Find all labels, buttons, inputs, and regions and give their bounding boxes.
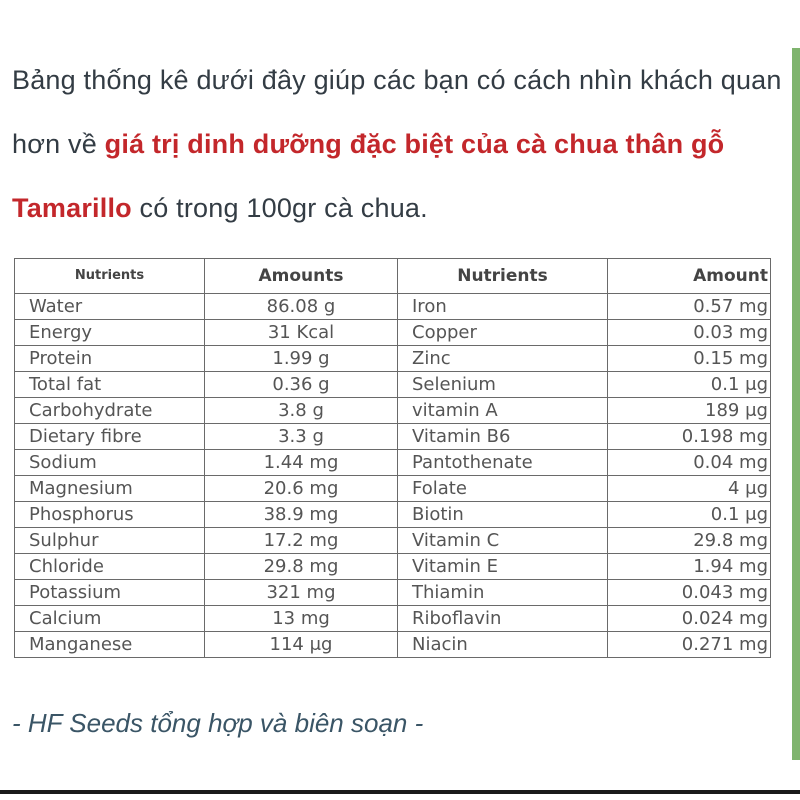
nutrient-name: Pantothenate [398, 450, 608, 476]
nutrient-amount: 321 mg [205, 580, 398, 606]
intro-text-end: có trong 100gr cà chua. [131, 193, 428, 223]
table-row [15, 424, 771, 450]
nutrient-name: Chloride [15, 554, 205, 580]
nutrient-name: Folate [398, 476, 608, 502]
table-row [15, 346, 771, 372]
nutrient-name: Copper [398, 320, 608, 346]
nutrient-amount: 31 Kcal [205, 320, 398, 346]
nutrient-name: Riboflavin [398, 606, 608, 632]
nutrient-amount: 114 μg [205, 632, 398, 658]
nutrient-name: Biotin [398, 502, 608, 528]
nutrient-name: Water [15, 294, 205, 320]
table-row [15, 450, 771, 476]
nutrient-name: Phosphorus [15, 502, 205, 528]
nutrient-amount: 0.198 mg [608, 424, 771, 450]
nutrient-name: Sulphur [15, 528, 205, 554]
nutrient-name: Vitamin E [398, 554, 608, 580]
nutrient-amount: 189 μg [608, 398, 771, 424]
nutrient-name: Carbohydrate [15, 398, 205, 424]
footer-credit: - HF Seeds tổng hợp và biên soạn - [12, 708, 424, 738]
table-row [15, 554, 771, 580]
nutrient-amount: 29.8 mg [205, 554, 398, 580]
nutrient-name: Protein [15, 346, 205, 372]
nutrient-amount: 1.99 g [205, 346, 398, 372]
nutrient-name: Magnesium [15, 476, 205, 502]
nutrient-name: Vitamin B6 [398, 424, 608, 450]
nutrient-name: Manganese [15, 632, 205, 658]
nutrient-name: Zinc [398, 346, 608, 372]
nutrient-name: Potassium [15, 580, 205, 606]
nutrient-amount: 0.15 mg [608, 346, 771, 372]
intro-paragraph [12, 48, 792, 240]
nutrient-amount: 1.44 mg [205, 450, 398, 476]
nutrient-amount: 4 μg [608, 476, 771, 502]
nutrient-amount: 0.1 μg [608, 502, 771, 528]
table-body [15, 294, 771, 658]
nutrient-amount: 0.043 mg [608, 580, 771, 606]
nutrient-amount: 17.2 mg [205, 528, 398, 554]
nutrient-amount: 0.271 mg [608, 632, 771, 658]
nutrient-name: Iron [398, 294, 608, 320]
nutrient-name: Sodium [15, 450, 205, 476]
nutrient-amount: 0.04 mg [608, 450, 771, 476]
table-row [15, 528, 771, 554]
nutrient-name: Vitamin C [398, 528, 608, 554]
nutrient-amount: 0.36 g [205, 372, 398, 398]
nutrient-amount: 0.57 mg [608, 294, 771, 320]
intro-text-start: Bảng thống kê dưới đây giúp các bạn có cách nhìn khách quan hơn về [12, 65, 782, 159]
accent-side-bar [792, 48, 800, 760]
table-row [15, 476, 771, 502]
nutrient-amount: 0.03 mg [608, 320, 771, 346]
header-nutrients-left: Nutrients [15, 259, 205, 294]
nutrition-table [14, 258, 771, 658]
nutrient-amount: 3.3 g [205, 424, 398, 450]
table-header-row [15, 259, 771, 294]
nutrient-name: vitamin A [398, 398, 608, 424]
intro-highlight: giá trị dinh dưỡng đặc biệt của cà chua thân gỗ Tamarillo [12, 129, 725, 223]
header-nutrients-right: Nutrients [398, 259, 608, 294]
header-amounts: Amounts [205, 259, 398, 294]
table-row [15, 502, 771, 528]
nutrient-amount: 13 mg [205, 606, 398, 632]
table-row [15, 320, 771, 346]
table-row [15, 398, 771, 424]
nutrient-amount: 38.9 mg [205, 502, 398, 528]
nutrient-amount: 0.024 mg [608, 606, 771, 632]
nutrient-name: Energy [15, 320, 205, 346]
nutrient-amount: 0.1 μg [608, 372, 771, 398]
nutrient-name: Dietary fibre [15, 424, 205, 450]
nutrient-amount: 1.94 mg [608, 554, 771, 580]
nutrient-name: Niacin [398, 632, 608, 658]
nutrient-name: Total fat [15, 372, 205, 398]
nutrient-amount: 20.6 mg [205, 476, 398, 502]
nutrient-amount: 86.08 g [205, 294, 398, 320]
table-row [15, 606, 771, 632]
nutrient-amount: 3.8 g [205, 398, 398, 424]
nutrient-amount: 29.8 mg [608, 528, 771, 554]
table-row [15, 372, 771, 398]
nutrient-name: Calcium [15, 606, 205, 632]
header-amount: Amount [608, 259, 771, 294]
bottom-divider [0, 790, 800, 794]
table-row [15, 632, 771, 658]
table-row [15, 294, 771, 320]
nutrient-name: Thiamin [398, 580, 608, 606]
table-row [15, 580, 771, 606]
nutrient-name: Selenium [398, 372, 608, 398]
